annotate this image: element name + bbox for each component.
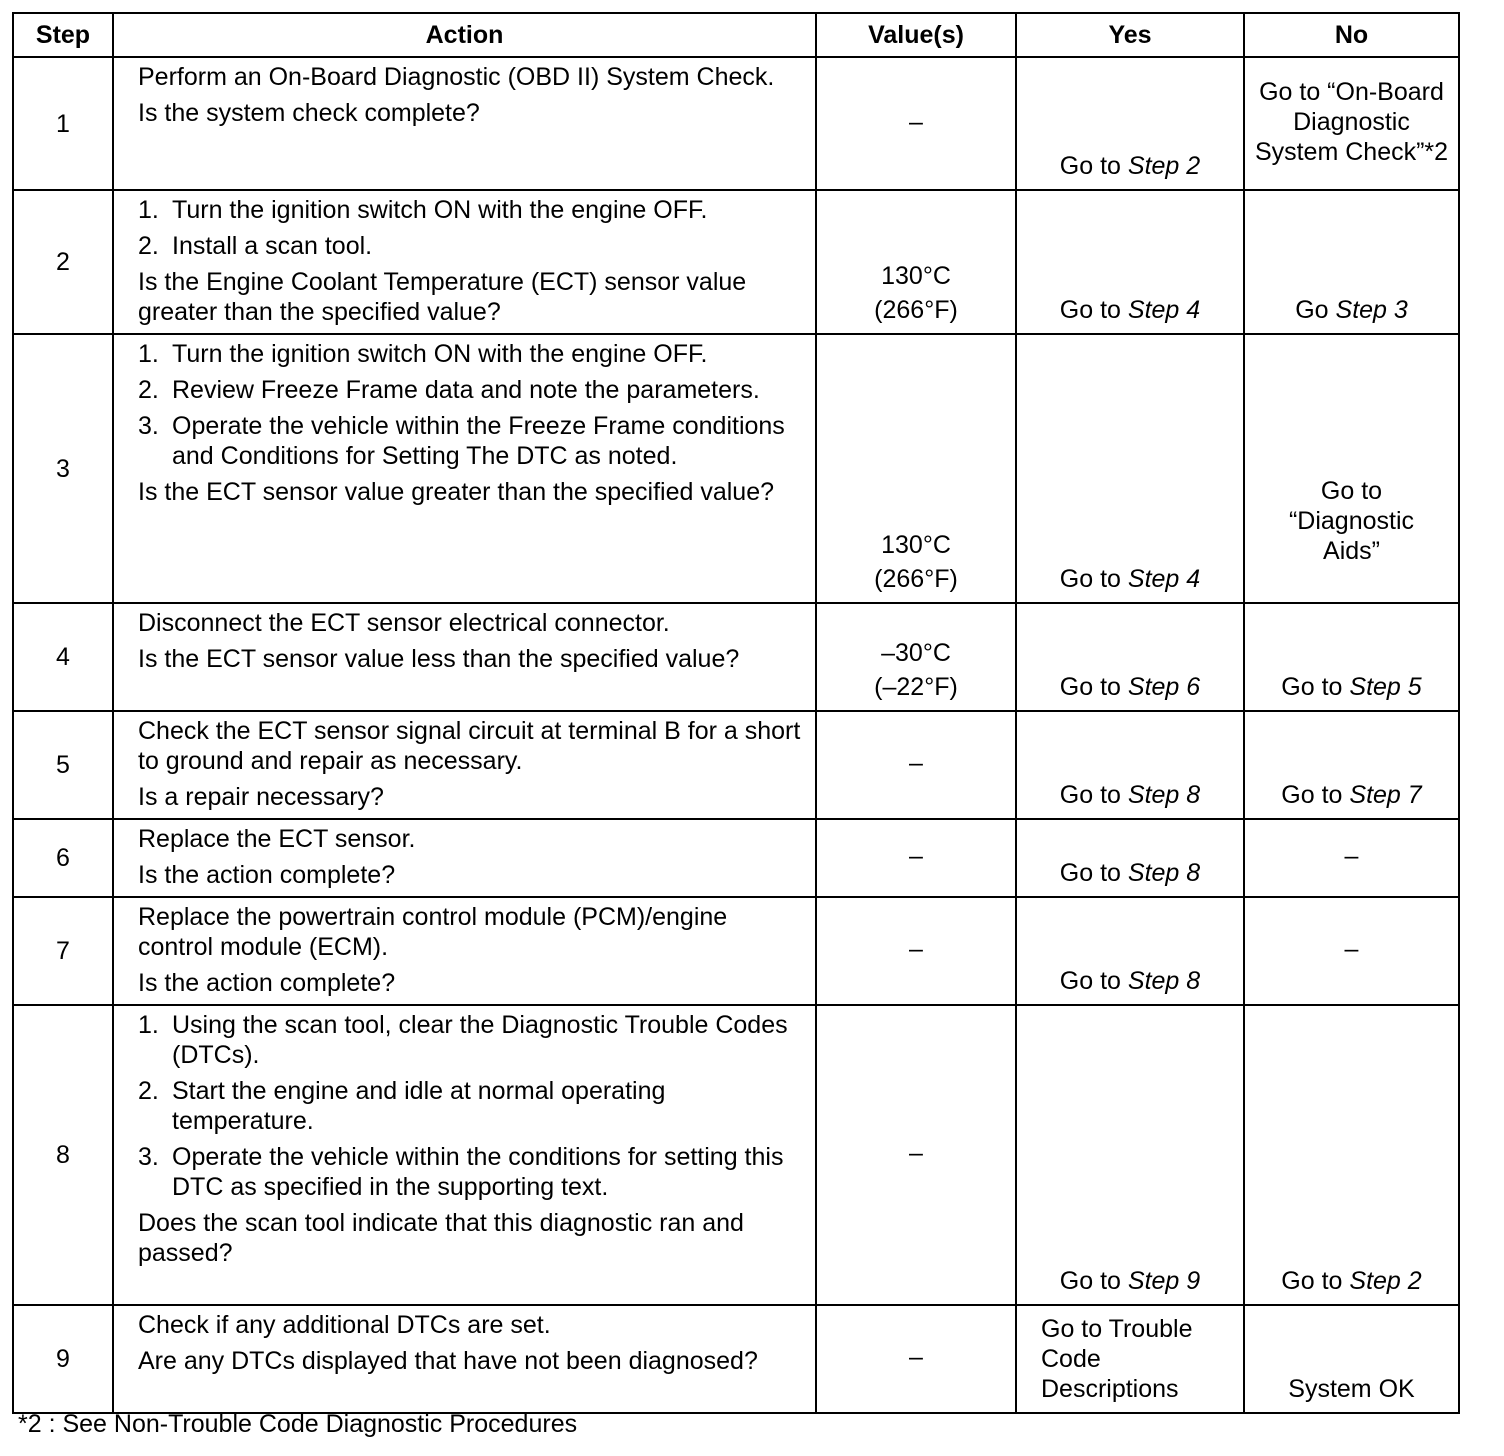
action-question: Does the scan tool indicate that this diagnostic ran and passed?: [138, 1209, 744, 1267]
table-row: [13, 603, 1459, 711]
value-cell: [816, 190, 1016, 334]
action-text: Perform an On-Board Diagnostic (OBD II) System Check.: [138, 63, 775, 91]
header-action: Action: [113, 13, 816, 57]
table-row: [13, 897, 1459, 1005]
yes-prefix: Go to: [1059, 152, 1121, 180]
header-row: [13, 13, 1459, 57]
yes-cell: [1016, 190, 1244, 334]
yes-prefix: Go to: [1059, 296, 1121, 324]
no-prefix: Go to: [1281, 673, 1343, 701]
no-cell: [1244, 711, 1459, 819]
step-number: 3: [13, 334, 113, 603]
no-prefix: Go to: [1281, 1267, 1343, 1295]
yes-prefix: Go to: [1059, 565, 1121, 593]
action-question: Is the ECT sensor value less than the specified value?: [138, 645, 740, 673]
step-number: 7: [13, 897, 113, 1005]
step-number: 9: [13, 1305, 113, 1413]
value-cell: –: [816, 711, 1016, 819]
action-cell: [113, 603, 816, 711]
no-cell: [1244, 334, 1459, 603]
no-cell: [1244, 190, 1459, 334]
value-cell: –: [816, 57, 1016, 190]
action-question: Is the action complete?: [138, 861, 396, 889]
no-cell: [1244, 603, 1459, 711]
no-step-link: Step 5: [1349, 673, 1422, 701]
action-cell: 1. Turn the ignition switch ON with the engine OFF. 2. Install a scan tool. Is the Engine Coolant Temperature (ECT) sensor value greater than the specified value?: [113, 190, 816, 334]
no-prefix: Go: [1295, 296, 1329, 324]
yes-prefix: Go to: [1059, 673, 1121, 701]
header-values: Value(s): [816, 13, 1016, 57]
value-cell: –: [816, 1305, 1016, 1413]
yes-cell: [1016, 334, 1244, 603]
action-item: Start the engine and idle at normal operating temperature.: [172, 1077, 666, 1135]
yes-step-link: Step 2: [1127, 152, 1201, 180]
no-prefix: Go to: [1281, 781, 1343, 809]
yes-cell: [1016, 57, 1244, 190]
no-step-link: Step 2: [1349, 1267, 1422, 1295]
header-step: Step: [13, 13, 113, 57]
yes-step-link: Step 8: [1127, 781, 1201, 809]
action-item: Turn the ignition switch ON with the engine OFF.: [172, 340, 708, 368]
no-cell: System OK: [1244, 1305, 1459, 1413]
yes-step-link: Step 4: [1127, 565, 1201, 593]
yes-step-link: Step 8: [1127, 859, 1201, 887]
action-cell: [113, 819, 816, 897]
step-number: 5: [13, 711, 113, 819]
action-cell: 1. Turn the ignition switch ON with the engine OFF. 2. Review Freeze Frame data and note the parameters. 3. Operate the vehicle within the Freeze Frame conditions and Conditions for Setting The DTC as noted. Is the ECT sensor value greater than the specified value?: [113, 334, 816, 603]
value-cell: –: [816, 1005, 1016, 1305]
value-celsius: 130°C: [881, 262, 951, 290]
value-celsius: 130°C: [881, 531, 951, 559]
header-yes: Yes: [1016, 13, 1244, 57]
yes-step-link: Step 9: [1127, 1267, 1201, 1295]
step-number: 1: [13, 57, 113, 190]
action-question: Is the system check complete?: [138, 99, 480, 127]
action-item: Using the scan tool, clear the Diagnostic Trouble Codes (DTCs).: [172, 1011, 788, 1069]
action-question: Is the action complete?: [138, 969, 396, 997]
action-text: Replace the ECT sensor.: [138, 825, 416, 853]
yes-cell: [1016, 603, 1244, 711]
yes-prefix: Go to: [1059, 781, 1121, 809]
yes-step-link: Step 8: [1127, 967, 1201, 995]
action-question: Is the ECT sensor value greater than the specified value?: [138, 478, 775, 506]
no-step-link: Step 3: [1335, 296, 1408, 324]
step-number: 2: [13, 190, 113, 334]
header-no: No: [1244, 13, 1459, 57]
value-cell: [816, 334, 1016, 603]
value-celsius: –30°C: [881, 639, 951, 667]
action-item: Review Freeze Frame data and note the parameters.: [172, 376, 760, 404]
step-number: 6: [13, 819, 113, 897]
table-row: [13, 334, 1459, 603]
action-text: Check the ECT sensor signal circuit at terminal B for a short to ground and repair as necessary.: [138, 717, 801, 775]
action-question: Is the Engine Coolant Temperature (ECT) sensor value greater than the specified value?: [138, 268, 747, 326]
step-number: 4: [13, 603, 113, 711]
value-fahrenheit: (266°F): [874, 565, 958, 593]
action-question: Are any DTCs displayed that have not been diagnosed?: [138, 1347, 758, 1375]
action-item: Operate the vehicle within the conditions for setting this DTC as specified in the supporting text.: [172, 1143, 784, 1201]
step-number: 8: [13, 1005, 113, 1305]
diagnostic-table: [12, 12, 1460, 1414]
yes-prefix: Go to: [1059, 1267, 1121, 1295]
no-text: Go to “Diagnostic Aids”: [1288, 477, 1415, 565]
value-cell: [816, 603, 1016, 711]
value-fahrenheit: (–22°F): [874, 673, 958, 701]
yes-cell: [1016, 711, 1244, 819]
no-cell: –: [1244, 819, 1459, 897]
table-row: [13, 819, 1459, 897]
yes-cell: [1016, 1305, 1244, 1413]
table-row: [13, 1005, 1459, 1305]
table-row: [13, 711, 1459, 819]
value-fahrenheit: (266°F): [874, 296, 958, 324]
action-question: Is a repair necessary?: [138, 783, 384, 811]
no-cell: [1244, 1005, 1459, 1305]
action-item: Turn the ignition switch ON with the engine OFF.: [172, 196, 708, 224]
action-cell: [113, 57, 816, 190]
action-item: Operate the vehicle within the Freeze Frame conditions and Conditions for Setting The DTC as noted.: [172, 412, 785, 470]
table-row: [13, 57, 1459, 190]
table-row: [13, 1305, 1459, 1413]
yes-step-link: Step 4: [1127, 296, 1201, 324]
no-cell: Go to “On-Board Diagnostic System Check”*2: [1244, 57, 1459, 190]
no-cell: –: [1244, 897, 1459, 1005]
action-text: Replace the powertrain control module (PCM)/engine control module (ECM).: [138, 903, 728, 961]
yes-step-link: Step 6: [1127, 673, 1201, 701]
yes-text: Go to Trouble Code Descriptions: [1041, 1315, 1193, 1403]
yes-cell: [1016, 819, 1244, 897]
action-cell: [113, 711, 816, 819]
value-cell: –: [816, 897, 1016, 1005]
yes-prefix: Go to: [1059, 859, 1121, 887]
yes-prefix: Go to: [1059, 967, 1121, 995]
yes-cell: [1016, 897, 1244, 1005]
action-text: Disconnect the ECT sensor electrical connector.: [138, 609, 670, 637]
value-cell: –: [816, 819, 1016, 897]
action-cell: [113, 897, 816, 1005]
action-cell: [113, 1305, 816, 1413]
yes-cell: [1016, 1005, 1244, 1305]
action-text: Check if any additional DTCs are set.: [138, 1311, 551, 1339]
table-row: [13, 190, 1459, 334]
action-cell: 1. Using the scan tool, clear the Diagnostic Trouble Codes (DTCs). 2. Start the engine and idle at normal operating temperature. 3. Operate the vehicle within the conditions for setting this DTC as specified in the supporting text. Does the scan tool indicate that this diagnostic ran and passed?: [113, 1005, 816, 1305]
footnote: *2 : See Non-Trouble Code Diagnostic Procedures: [18, 1410, 578, 1438]
action-item: Install a scan tool.: [172, 232, 373, 260]
no-step-link: Step 7: [1349, 781, 1422, 809]
